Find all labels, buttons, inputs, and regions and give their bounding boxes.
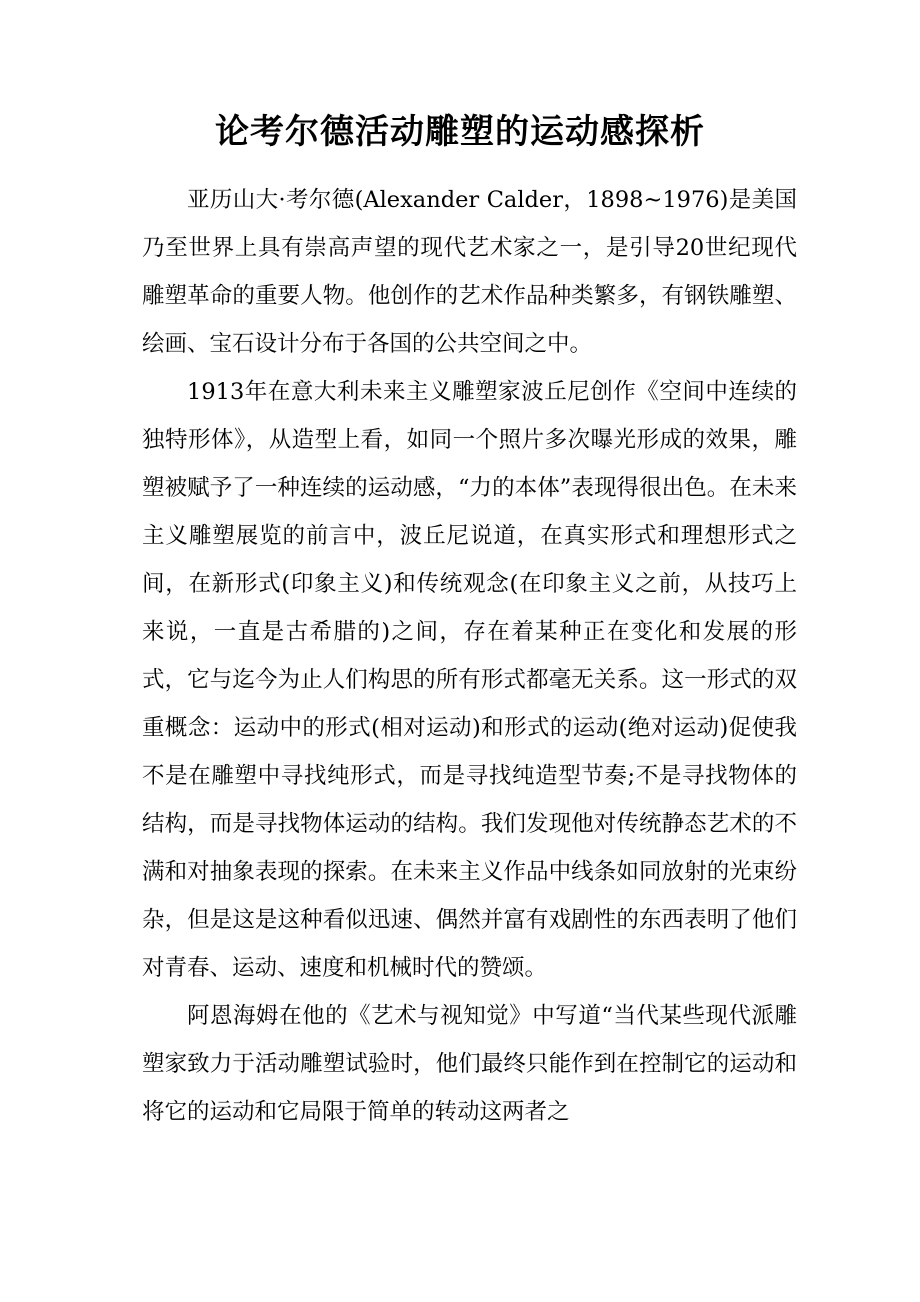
paragraph-futurism: 1913年在意大利未来主义雕塑家波丘尼创作《空间中连续的独特形体》，从造型上看，如同一个照片多次曝光形成的效果，雕塑被赋予了一种连续的运动感，“力的本体”表现得很出色。在未来主义雕塑展览的前言中，波丘尼说道，在真实形式和理想形式之间，在新形式(印象主义)和传统观念(在印象主义之前，从技巧上来说，一直是古希腊的)之间，存在着某种正在变化和发展的形式，它与迄今为止人们构思的所有形式都毫无关系。这一形式的双重概念：运动中的形式(相对运动)和形式的运动(绝对运动)促使我不是在雕塑中寻找纯形式，而是寻找纯造型节奏;不是寻找物体的结构，而是寻找物体运动的结构。我们发现他对传统静态艺术的不满和对抽象表现的探索。在未来主义作品中线条如同放射的光束纷杂，但是这是这种看似迅速、偶然并富有戏剧性的东西表明了他们对青春、运动、速度和机械时代的赞颂。: [142, 379, 797, 981]
document-body: [142, 176, 797, 1136]
paragraph-arnheim: 阿恩海姆在他的《艺术与视知觉》中写道“当代某些现代派雕塑家致力于活动雕塑试验时，他们最终只能作到在控制它的运动和将它的运动和它局限于简单的转动这两者之: [142, 1003, 797, 1125]
document-title: 论考尔德活动雕塑的运动感探析: [215, 112, 705, 152]
paragraph-intro: 亚历山大·考尔德(Alexander Calder，1898~1976)是美国乃至世界上具有崇高声望的现代艺术家之一，是引导20世纪现代雕塑革命的重要人物。他创作的艺术作品种类繁多，有钢铁雕塑、绘画、宝石设计分布于各国的公共空间之中。: [142, 187, 797, 357]
